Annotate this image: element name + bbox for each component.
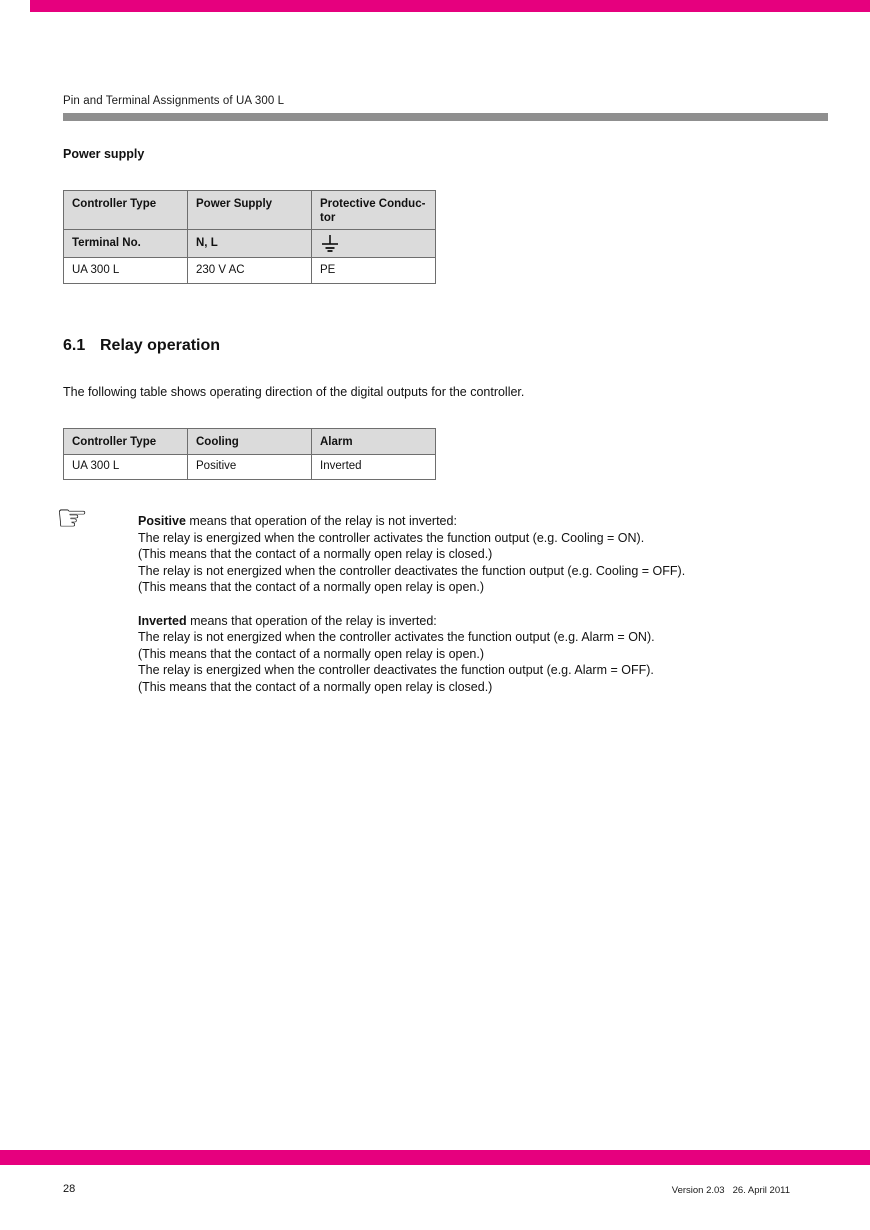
- note-line: The relay is energized when the controller activates the function output (e.g. Cooling = ON).: [138, 530, 645, 545]
- bottom-accent-bar: [0, 1150, 870, 1165]
- note-lead-word: Positive: [138, 514, 186, 528]
- pointing-hand-icon: ☞: [56, 498, 89, 539]
- column-header: Protective Conduc-tor: [312, 191, 436, 230]
- note-line: Inverted means that operation of the relay is inverted:: [138, 613, 437, 628]
- note-line: The relay is energized when the controller deactivates the function output (e.g. Alarm = OFF).: [138, 663, 654, 678]
- note-line: (This means that the contact of a normally open relay is open.): [138, 646, 485, 661]
- table-cell: 230 V AC: [188, 258, 312, 284]
- version-info: [672, 1185, 790, 1196]
- table-cell: Positive: [188, 454, 312, 479]
- table-cell: Inverted: [312, 454, 436, 479]
- note-line: (This means that the contact of a normally open relay is closed.): [138, 679, 493, 694]
- column-header: Controller Type: [64, 191, 188, 230]
- note-line: (This means that the contact of a normally open relay is open.): [138, 580, 485, 595]
- table-cell: N, L: [188, 230, 312, 258]
- earth-ground-icon: [321, 234, 341, 253]
- power-supply-table: [63, 190, 436, 284]
- top-accent-bar: [30, 0, 870, 12]
- header-rule: [63, 113, 828, 121]
- power-supply-heading: Power supply: [63, 147, 145, 161]
- table-header-row: [64, 429, 436, 455]
- relay-operation-table: [63, 428, 436, 480]
- version-label: Version 2.03: [671, 1185, 725, 1196]
- column-header: Power Supply: [188, 191, 312, 230]
- column-header: Cooling: [188, 429, 312, 455]
- note-line: The relay is not energized when the controller activates the function output (e.g. Alarm = ON).: [138, 630, 655, 645]
- note-block: [138, 513, 798, 696]
- note-paragraph: [138, 613, 798, 696]
- table-header-row: [64, 191, 436, 230]
- column-header: Controller Type: [64, 429, 188, 455]
- table-cell: PE: [312, 258, 436, 284]
- note-paragraph: [138, 513, 798, 596]
- note-lead-word: Inverted: [138, 613, 187, 628]
- page-number: 28: [63, 1183, 76, 1195]
- table-row: [64, 230, 436, 258]
- intro-paragraph: The following table shows operating direction of the digital outputs for the controller.: [63, 385, 525, 399]
- table-cell: UA 300 L: [64, 258, 188, 284]
- table-row: [64, 258, 436, 284]
- note-line: The relay is not energized when the controller deactivates the function output (e.g. Cooling = OFF).: [138, 563, 686, 578]
- column-header: Alarm: [312, 429, 436, 455]
- running-header-text: Pin and Terminal Assignments of UA 300 L: [63, 95, 285, 107]
- table-cell: Terminal No.: [64, 230, 188, 258]
- section-heading: [63, 337, 220, 355]
- date-label: 26. April 2011: [732, 1185, 790, 1196]
- section-title: Relay operation: [100, 337, 221, 354]
- table-row: [64, 454, 436, 479]
- table-cell: [312, 230, 436, 258]
- table-cell: UA 300 L: [64, 454, 188, 479]
- section-number: 6.1: [63, 337, 86, 354]
- note-line: (This means that the contact of a normally open relay is closed.): [138, 547, 493, 562]
- note-line: Positive means that operation of the relay is not inverted:: [138, 514, 457, 528]
